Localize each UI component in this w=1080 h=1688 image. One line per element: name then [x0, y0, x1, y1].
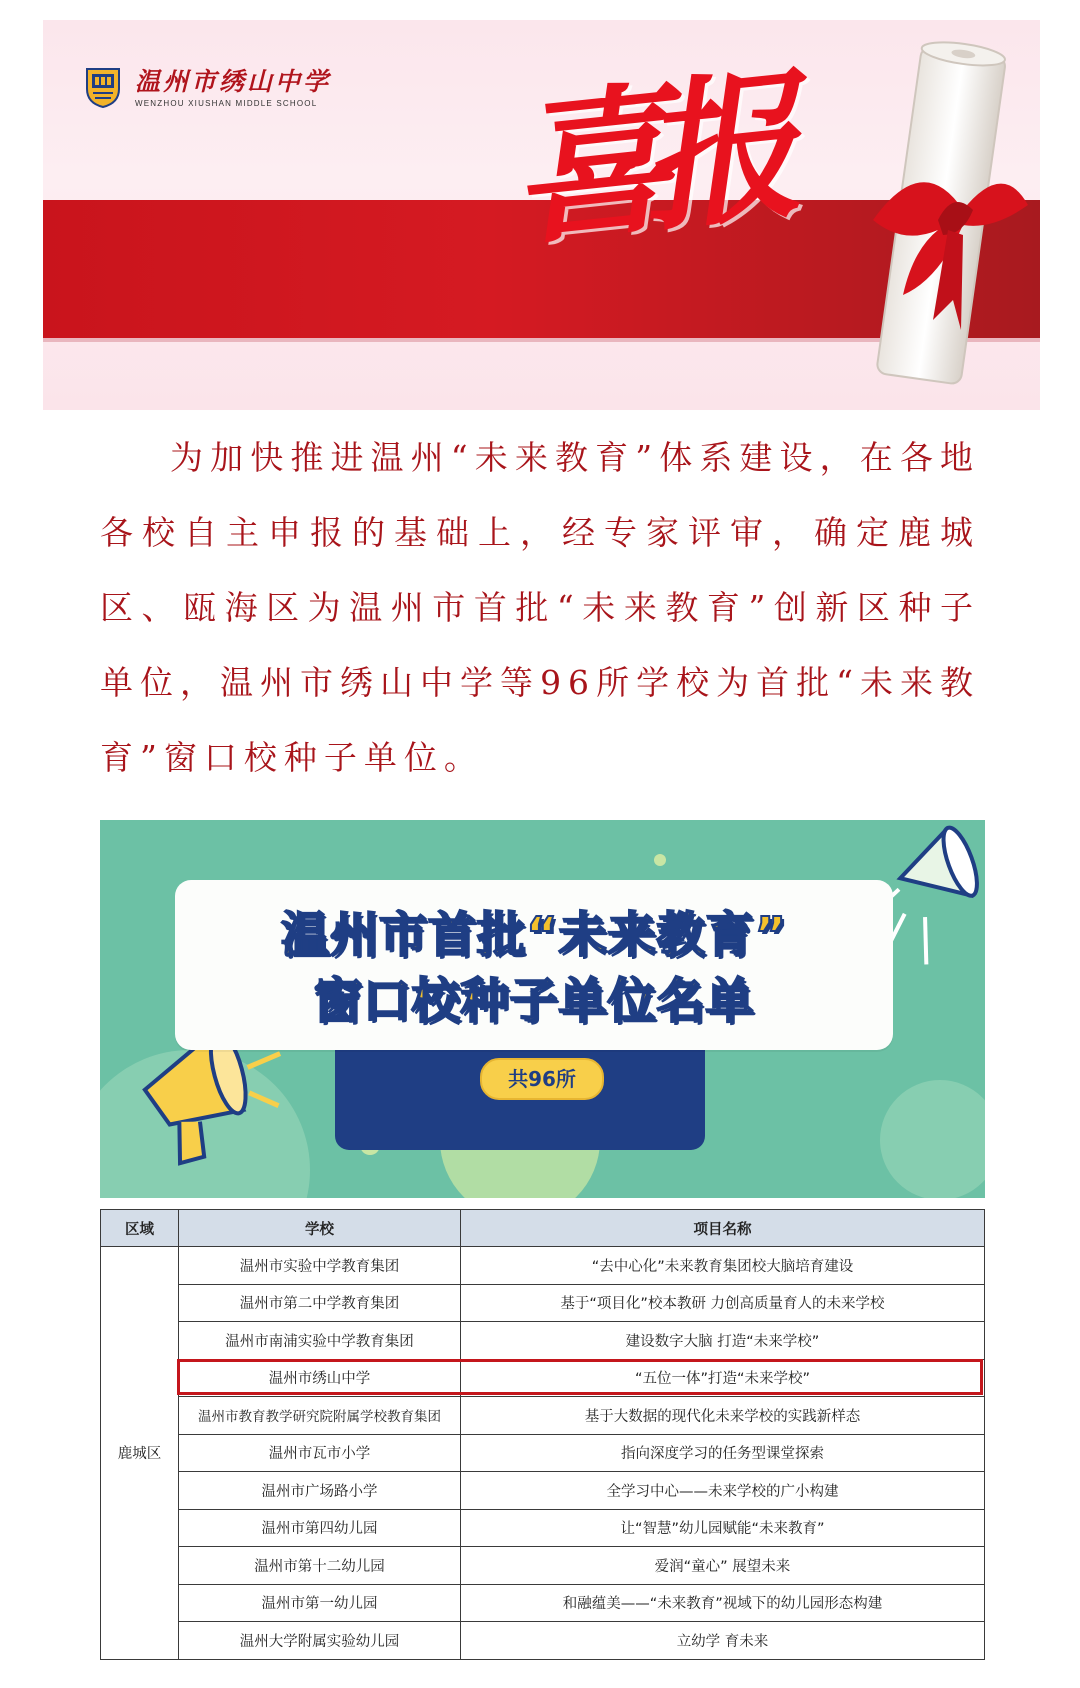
school-cell: 温州市实验中学教育集团	[179, 1247, 461, 1285]
project-cell: 立幼学 育未来	[461, 1622, 985, 1660]
table-row	[101, 1397, 985, 1435]
table-row	[101, 1284, 985, 1322]
table-row	[101, 1584, 985, 1622]
scroll-ribbon-icon	[843, 30, 1033, 410]
project-cell: 建设数字大脑 打造“未来学校”	[461, 1322, 985, 1360]
school-cell: 温州市第二中学教育集团	[179, 1284, 461, 1322]
school-cell: 温州大学附属实验幼儿园	[179, 1622, 461, 1660]
school-cell: 温州市绣山中学	[179, 1359, 461, 1397]
header-school: 学校	[179, 1210, 461, 1247]
table-row	[101, 1622, 985, 1660]
list-title-line1: 温州市首批“未来教育”	[280, 907, 788, 963]
header-project: 项目名称	[461, 1210, 985, 1247]
table-row	[101, 1434, 985, 1472]
school-cell: 温州市南浦实验中学教育集团	[179, 1322, 461, 1360]
list-title-line2: 窗口校种子单位名单	[313, 973, 755, 1029]
table-row	[101, 1547, 985, 1585]
school-cell: 温州市第四幼儿园	[179, 1509, 461, 1547]
project-cell: 爱润“童心” 展望未来	[461, 1547, 985, 1585]
project-cell: “五位一体”打造“未来学校”	[461, 1359, 985, 1397]
count-badge: 共96所	[480, 1058, 604, 1100]
project-cell: 让“智慧”幼儿园赋能“未来教育”	[461, 1509, 985, 1547]
list-banner	[100, 820, 985, 1198]
header-district: 区域	[101, 1210, 179, 1247]
table-row	[101, 1472, 985, 1510]
project-cell: 全学习中心——未来学校的广小构建	[461, 1472, 985, 1510]
school-table	[100, 1209, 984, 1660]
project-cell: 基于“项目化”校本教研 力创高质量育人的未来学校	[461, 1284, 985, 1322]
school-cell: 温州市教育教学研究院附属学校教育集团	[179, 1397, 461, 1435]
table-row	[101, 1509, 985, 1547]
district-cell: 鹿城区	[101, 1247, 179, 1660]
project-cell: 和融蕴美——“未来教育”视域下的幼儿园形态构建	[461, 1584, 985, 1622]
table-row	[101, 1247, 985, 1285]
school-crest-icon	[83, 65, 123, 109]
intro-paragraph: 为加快推进温州“未来教育”体系建设，在各地各校自主申报的基础上，经专家评审，确定鹿城区、瓯海区为温州市首批“未来教育”创新区种子单位，温州市绣山中学等96所学校为首批“未来教育”窗口校种子单位。	[100, 438, 980, 777]
project-cell: 指向深度学习的任务型课堂探索	[461, 1434, 985, 1472]
school-logo	[83, 65, 331, 109]
school-cell: 温州市第一幼儿园	[179, 1584, 461, 1622]
header-banner	[43, 20, 1040, 410]
logo-english-name: WENZHOU XIUSHAN MIDDLE SCHOOL	[135, 98, 318, 108]
project-cell: 基于大数据的现代化未来学校的实践新样态	[461, 1397, 985, 1435]
list-title	[175, 902, 893, 1034]
school-cell: 温州市瓦市小学	[179, 1434, 461, 1472]
school-cell: 温州市广场路小学	[179, 1472, 461, 1510]
headline-xibao: 喜报	[500, 53, 780, 268]
school-cell: 温州市第十二幼儿园	[179, 1547, 461, 1585]
project-cell: “去中心化”未来教育集团校大脑培育建设	[461, 1247, 985, 1285]
table-header-row	[101, 1210, 985, 1247]
table-row	[101, 1322, 985, 1360]
table-row-highlighted	[101, 1359, 985, 1397]
logo-chinese-name: 温州市绣山中学	[135, 66, 332, 96]
